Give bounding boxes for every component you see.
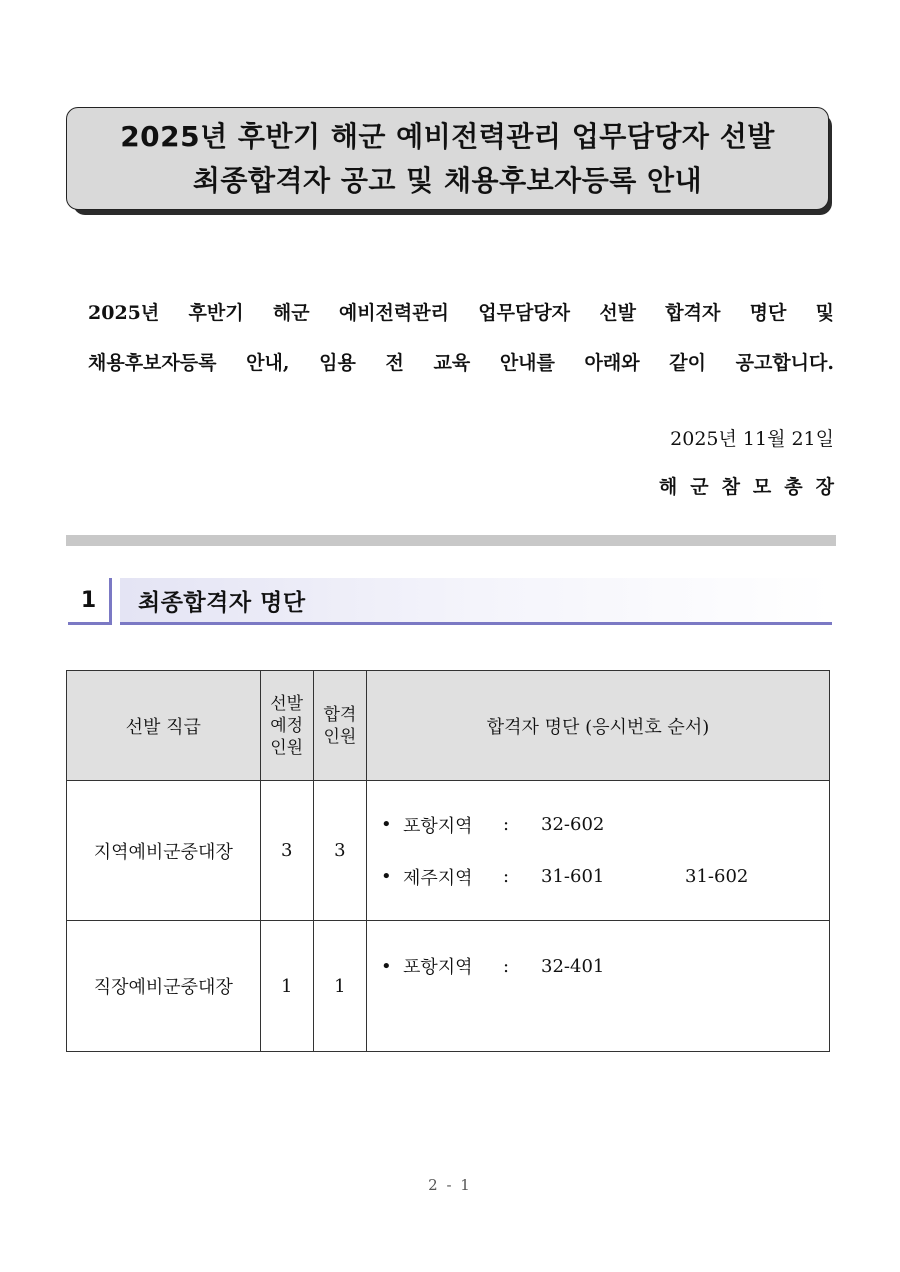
colon-separator: : <box>503 814 510 835</box>
header-position: 선발 직급 <box>67 671 261 781</box>
table-header-row <box>67 671 830 781</box>
header-planned-line: 예정 <box>270 715 304 736</box>
cell-names <box>367 781 830 921</box>
exam-number: 32-401 <box>541 955 605 977</box>
results-table <box>66 670 830 1052</box>
cell-planned: 3 <box>260 781 313 921</box>
cell-names <box>367 921 830 1052</box>
list-item <box>381 851 829 903</box>
section-divider <box>66 535 836 546</box>
cell-planned: 1 <box>260 921 313 1052</box>
table-row <box>67 921 830 1052</box>
cell-passed: 3 <box>313 781 366 921</box>
colon-separator: : <box>503 955 510 977</box>
document-title-line-1: 2025년 후반기 해군 예비전력관리 업무담당자 선발 <box>120 119 775 153</box>
header-passed-line: 인원 <box>323 726 357 747</box>
exam-number: 31-601 <box>541 866 605 887</box>
colon-separator: : <box>503 866 510 887</box>
region-label: 포항지역 <box>403 957 473 978</box>
header-planned <box>260 671 313 781</box>
region-label: 제주지역 <box>403 867 473 889</box>
bullet-icon: • <box>381 814 392 835</box>
announcement-date: 2025년 11월 21일 <box>670 428 834 450</box>
issuer-name: 해군참모총장 <box>658 476 847 498</box>
section-number-box <box>68 578 112 625</box>
list-item <box>381 940 829 992</box>
document-title-line-2: 최종합격자 공고 및 채용후보자등록 안내 <box>192 163 703 197</box>
header-names: 합격자 명단 (응시번호 순서) <box>367 671 830 781</box>
bullet-icon: • <box>381 955 392 977</box>
cell-passed: 1 <box>313 921 366 1052</box>
intro-line-2: 채용후보자등록 안내, 임용 전 교육 안내를 아래와 같이 공고합니다. <box>88 352 834 374</box>
section-number: 1 <box>80 587 97 613</box>
header-planned-line: 인원 <box>270 737 304 758</box>
region-label: 포항지역 <box>403 815 473 837</box>
section-title: 최종합격자 명단 <box>138 589 306 616</box>
list-item <box>381 799 829 851</box>
table-row <box>67 781 830 921</box>
exam-number: 32-602 <box>541 814 605 835</box>
cell-position: 지역예비군중대장 <box>67 781 261 921</box>
bullet-icon: • <box>381 866 392 887</box>
header-passed <box>313 671 366 781</box>
exam-number: 31-602 <box>685 866 749 887</box>
cell-position: 직장예비군중대장 <box>67 921 261 1052</box>
header-planned-line: 선발 <box>270 693 304 714</box>
intro-line-1: 2025년 후반기 해군 예비전력관리 업무담당자 선발 합격자 명단 및 <box>88 302 834 324</box>
page-number: 2 - 1 <box>428 1176 472 1194</box>
document-title-box <box>66 107 829 210</box>
header-passed-line: 합격 <box>323 704 357 725</box>
intro-paragraph <box>88 288 834 388</box>
section-title-box <box>120 578 832 625</box>
